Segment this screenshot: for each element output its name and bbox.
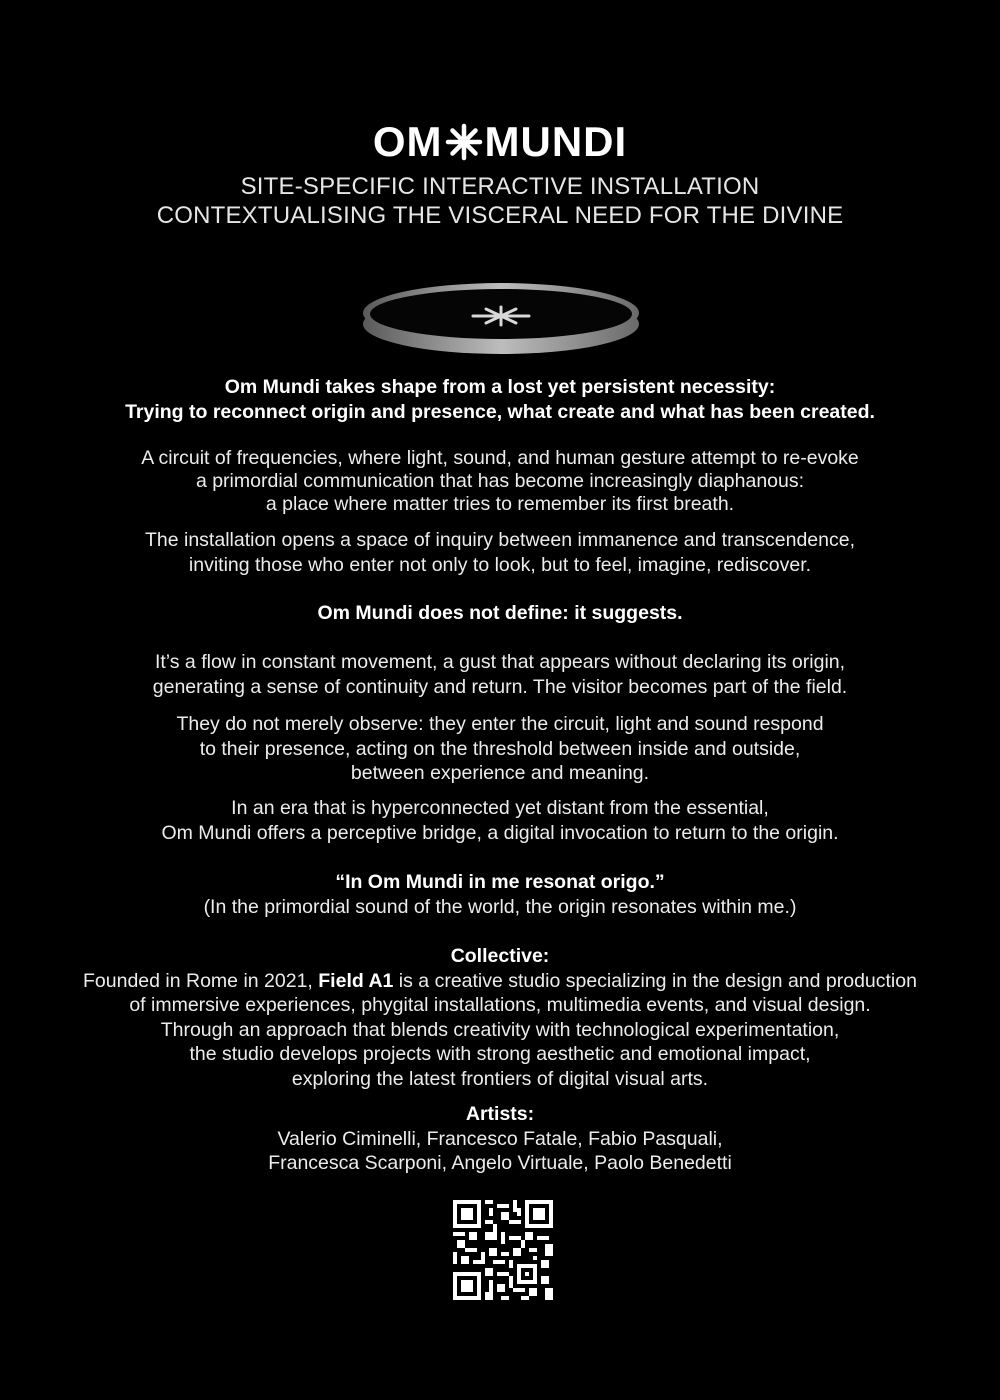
logo xyxy=(0,118,1000,166)
text-line: Valerio Ciminelli, Francesco Fatale, Fabio Pasquali, xyxy=(277,1127,723,1150)
artists-heading: Artists: xyxy=(465,1103,535,1125)
text-line: exploring the latest frontiers of digital visual arts. xyxy=(291,1067,709,1090)
subtitle xyxy=(0,172,1000,230)
quote-translation: (In the primordial sound of the world, the origin resonates within me.) xyxy=(203,895,797,918)
text-line: Francesca Scarponi, Angelo Virtuale, Paolo Benedetti xyxy=(268,1152,732,1174)
quote-latin: “In Om Mundi in me resonat origo.” xyxy=(335,871,665,893)
text-line: In an era that is hyperconnected yet distant from the essential, xyxy=(231,797,769,819)
subtitle-line: SITE-SPECIFIC INTERACTIVE INSTALLATION xyxy=(240,173,760,200)
artists-section xyxy=(0,1102,1000,1176)
text-line: It’s a flow in constant movement, a gust that appears without declaring its origin, xyxy=(154,651,846,673)
text-line: to their presence, acting on the threshold between inside and outside, xyxy=(199,737,801,760)
text-line: inviting those who enter not only to look, but to feel, imagine, rediscover. xyxy=(188,553,812,576)
text-line: a place where matter tries to remember its first breath. xyxy=(265,493,735,515)
collective-section xyxy=(0,944,1000,1091)
studio-name: Field A1 xyxy=(318,969,394,992)
text-line: of immersive experiences, phygital installations, multimedia events, and visual design. xyxy=(129,994,871,1016)
text-line: the studio develops projects with strong aesthetic and emotional impact, xyxy=(189,1043,811,1065)
collective-heading: Collective: xyxy=(450,945,550,967)
text-line: generating a sense of continuity and return. The visitor becomes part of the field. xyxy=(152,675,848,698)
paragraph-flow xyxy=(0,650,1000,699)
asterisk-star-icon xyxy=(444,122,484,162)
logo-text-om: OM xyxy=(372,118,443,165)
paragraph-visitor xyxy=(0,712,1000,786)
text-line: between experience and meaning. xyxy=(350,762,650,784)
text-line: Om Mundi offers a perceptive bridge, a digital invocation to return to the origin. xyxy=(161,821,839,844)
quote xyxy=(0,870,1000,919)
qr-code-icon[interactable] xyxy=(453,1200,553,1300)
intro xyxy=(0,375,1000,424)
ring-installation-icon xyxy=(358,280,644,360)
statement: Om Mundi does not define: it suggests. xyxy=(317,602,683,624)
paragraph-circuit xyxy=(0,447,1000,516)
subtitle-line: CONTEXTUALISING THE VISCERAL NEED FOR THE DIVINE xyxy=(156,202,844,229)
text-line: They do not merely observe: they enter the circuit, light and sound respond xyxy=(176,713,824,735)
intro-line: Om Mundi takes shape from a lost yet persistent necessity: xyxy=(224,376,776,398)
text-line: a primordial communication that has become increasingly diaphanous: xyxy=(195,470,805,492)
text-line xyxy=(0,969,1000,994)
logo-text-mundi: MUNDI xyxy=(484,118,628,165)
paragraph-installation xyxy=(0,528,1000,577)
text-fragment: is a creative studio specializing in the design and production xyxy=(393,969,917,992)
text-line: The installation opens a space of inquiry between immanence and transcendence, xyxy=(144,529,856,551)
text-line: A circuit of frequencies, where light, sound, and human gesture attempt to re-evoke xyxy=(141,447,859,469)
text-fragment: Founded in Rome in 2021, xyxy=(83,969,319,992)
text-line: Through an approach that blends creativity with technological experimentation, xyxy=(160,1018,840,1041)
intro-line: Trying to reconnect origin and presence, what create and what has been created. xyxy=(125,400,875,423)
paragraph-era xyxy=(0,796,1000,845)
